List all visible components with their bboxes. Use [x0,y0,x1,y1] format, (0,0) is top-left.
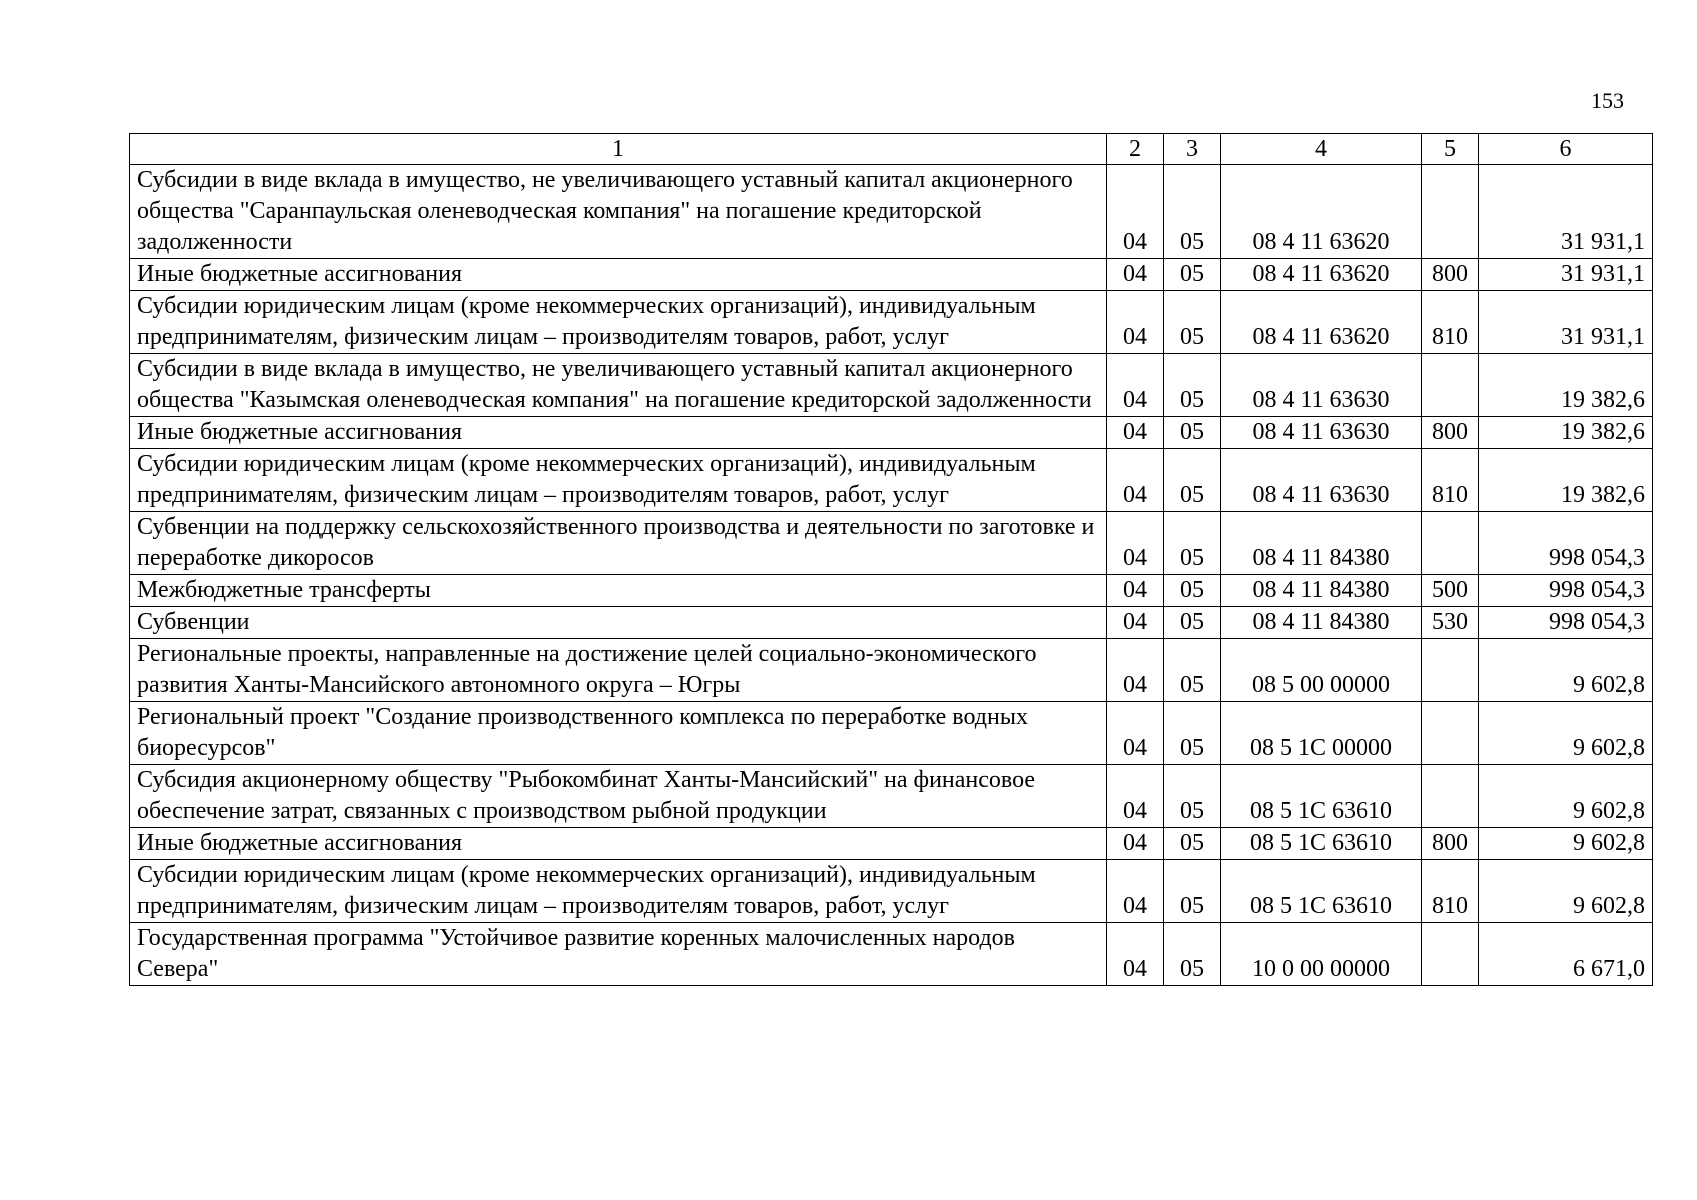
target-article-code-cell: 08 4 11 84380 [1221,575,1422,607]
item-name-cell: Региональный проект "Создание производственного комплекса по переработке водных биоресурсов" [130,702,1107,765]
item-name-cell: Субсидии в виде вклада в имущество, не увеличивающего уставный капитал акционерного общества "Казымская оленеводческая компания" на погашение кредиторской задолженности [130,354,1107,417]
header-row [130,134,1653,165]
item-name-cell: Субсидии в виде вклада в имущество, не увеличивающего уставный капитал акционерного общества "Саранпаульская оленеводческая компания" на погашение кредиторской задолженности [130,165,1107,259]
target-article-code-cell: 08 4 11 63630 [1221,449,1422,512]
target-article-code-cell: 10 0 00 00000 [1221,923,1422,986]
amount-cell: 19 382,6 [1479,417,1653,449]
target-article-code-cell: 08 5 1С 63610 [1221,828,1422,860]
item-name-cell: Субвенции на поддержку сельскохозяйственного производства и деятельности по заготовке и переработке дикоросов [130,512,1107,575]
subsection-code-cell: 05 [1164,575,1221,607]
amount-cell: 9 602,8 [1479,702,1653,765]
subsection-code-cell: 05 [1164,702,1221,765]
table-row [130,512,1653,575]
amount-cell: 998 054,3 [1479,575,1653,607]
subsection-code-cell: 05 [1164,860,1221,923]
section-code-cell: 04 [1107,449,1164,512]
target-article-code-cell: 08 4 11 63630 [1221,354,1422,417]
expense-type-code-cell: 800 [1422,259,1479,291]
target-article-code-cell: 08 4 11 84380 [1221,607,1422,639]
expense-type-code-cell [1422,165,1479,259]
item-name-cell: Субсидии юридическим лицам (кроме некоммерческих организаций), индивидуальным предпринимателям, физическим лицам – производителям товаров, работ, услуг [130,860,1107,923]
amount-cell: 9 602,8 [1479,765,1653,828]
section-code-cell: 04 [1107,860,1164,923]
table-row [130,354,1653,417]
target-article-code-cell: 08 4 11 63620 [1221,291,1422,354]
item-name-cell: Субсидии юридическим лицам (кроме некоммерческих организаций), индивидуальным предпринимателям, физическим лицам – производителям товаров, работ, услуг [130,449,1107,512]
amount-cell: 9 602,8 [1479,828,1653,860]
budget-table [129,133,1653,986]
section-code-cell: 04 [1107,291,1164,354]
expense-type-code-cell [1422,765,1479,828]
table-row [130,702,1653,765]
table-row [130,828,1653,860]
expense-type-code-cell [1422,702,1479,765]
section-code-cell: 04 [1107,259,1164,291]
subsection-code-cell: 05 [1164,354,1221,417]
section-code-cell: 04 [1107,165,1164,259]
table-row [130,165,1653,259]
section-code-cell: 04 [1107,765,1164,828]
section-code-cell: 04 [1107,354,1164,417]
item-name-cell: Иные бюджетные ассигнования [130,259,1107,291]
table-row [130,860,1653,923]
amount-cell: 9 602,8 [1479,860,1653,923]
target-article-code-cell: 08 4 11 84380 [1221,512,1422,575]
subsection-code-cell: 05 [1164,512,1221,575]
subsection-code-cell: 05 [1164,165,1221,259]
section-code-cell: 04 [1107,702,1164,765]
table-row [130,259,1653,291]
section-code-cell: 04 [1107,512,1164,575]
amount-cell: 6 671,0 [1479,923,1653,986]
amount-cell: 31 931,1 [1479,165,1653,259]
target-article-code-cell: 08 4 11 63620 [1221,259,1422,291]
amount-cell: 998 054,3 [1479,607,1653,639]
table-row [130,765,1653,828]
subsection-code-cell: 05 [1164,291,1221,354]
expense-type-code-cell: 500 [1422,575,1479,607]
column-header-2: 2 [1107,134,1164,165]
expense-type-code-cell [1422,639,1479,702]
target-article-code-cell: 08 5 1С 63610 [1221,860,1422,923]
item-name-cell: Межбюджетные трансферты [130,575,1107,607]
subsection-code-cell: 05 [1164,923,1221,986]
target-article-code-cell: 08 5 00 00000 [1221,639,1422,702]
section-code-cell: 04 [1107,828,1164,860]
table-row [130,639,1653,702]
amount-cell: 9 602,8 [1479,639,1653,702]
item-name-cell: Государственная программа "Устойчивое развитие коренных малочисленных народов Севера" [130,923,1107,986]
expense-type-code-cell [1422,354,1479,417]
expense-type-code-cell: 810 [1422,449,1479,512]
page-number: 153 [1591,88,1624,113]
target-article-code-cell: 08 5 1С 63610 [1221,765,1422,828]
amount-cell: 31 931,1 [1479,291,1653,354]
item-name-cell: Субвенции [130,607,1107,639]
amount-cell: 19 382,6 [1479,354,1653,417]
target-article-code-cell: 08 5 1С 00000 [1221,702,1422,765]
section-code-cell: 04 [1107,607,1164,639]
target-article-code-cell: 08 4 11 63620 [1221,165,1422,259]
column-header-5: 5 [1422,134,1479,165]
section-code-cell: 04 [1107,923,1164,986]
subsection-code-cell: 05 [1164,259,1221,291]
section-code-cell: 04 [1107,575,1164,607]
column-header-6: 6 [1479,134,1653,165]
column-header-1: 1 [130,134,1107,165]
subsection-code-cell: 05 [1164,417,1221,449]
amount-cell: 998 054,3 [1479,512,1653,575]
table-row [130,607,1653,639]
amount-cell: 19 382,6 [1479,449,1653,512]
item-name-cell: Иные бюджетные ассигнования [130,828,1107,860]
item-name-cell: Субсидия акционерному обществу "Рыбокомбинат Ханты-Мансийский" на финансовое обеспечение затрат, связанных с производством рыбной продукции [130,765,1107,828]
subsection-code-cell: 05 [1164,765,1221,828]
expense-type-code-cell [1422,923,1479,986]
table-row [130,449,1653,512]
column-header-4: 4 [1221,134,1422,165]
subsection-code-cell: 05 [1164,828,1221,860]
section-code-cell: 04 [1107,417,1164,449]
subsection-code-cell: 05 [1164,607,1221,639]
item-name-cell: Иные бюджетные ассигнования [130,417,1107,449]
table-body [130,165,1653,986]
table-row [130,575,1653,607]
expense-type-code-cell: 810 [1422,291,1479,354]
expense-type-code-cell: 800 [1422,828,1479,860]
table-row [130,923,1653,986]
item-name-cell: Субсидии юридическим лицам (кроме некоммерческих организаций), индивидуальным предпринимателям, физическим лицам – производителям товаров, работ, услуг [130,291,1107,354]
column-header-3: 3 [1164,134,1221,165]
expense-type-code-cell [1422,512,1479,575]
subsection-code-cell: 05 [1164,449,1221,512]
table-row [130,417,1653,449]
expense-type-code-cell: 530 [1422,607,1479,639]
section-code-cell: 04 [1107,639,1164,702]
subsection-code-cell: 05 [1164,639,1221,702]
table-row [130,291,1653,354]
item-name-cell: Региональные проекты, направленные на достижение целей социально-экономического развития Ханты-Мансийского автономного округа – Югры [130,639,1107,702]
amount-cell: 31 931,1 [1479,259,1653,291]
expense-type-code-cell: 800 [1422,417,1479,449]
target-article-code-cell: 08 4 11 63630 [1221,417,1422,449]
expense-type-code-cell: 810 [1422,860,1479,923]
